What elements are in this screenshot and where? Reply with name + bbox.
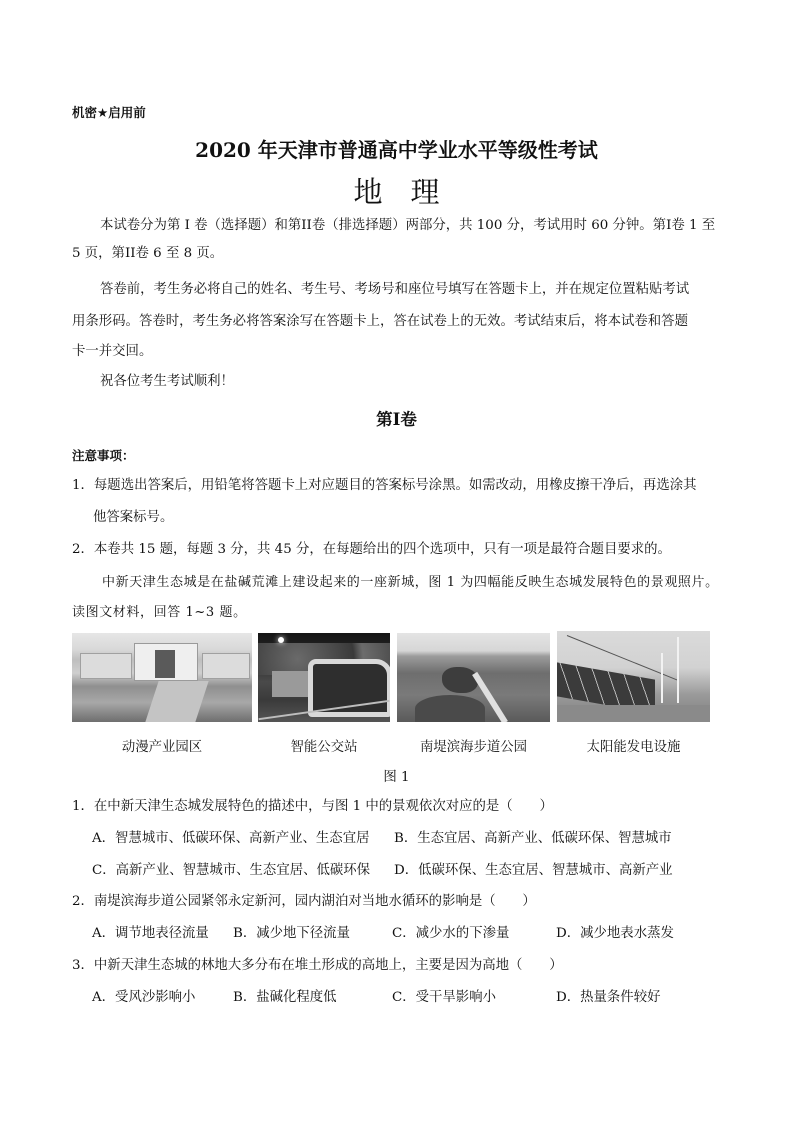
question-2-option-d[interactable]: D．减少地表水蒸发 <box>556 926 674 941</box>
subject-char: 理 <box>410 175 440 209</box>
note-2 <box>72 540 671 560</box>
instructions-para2-line1: 答卷前，考生务必将自己的姓名、考生号、考场号和座位号填写在答题卡上，并在规定位置粘贴考试 <box>100 282 690 297</box>
intro-line2: 读图文材料，回答 1~3 题。 <box>72 605 247 620</box>
note-text: 每题选出答案后，用铅笔将答题卡上对应题目的答案标号涂黑。如需改动，用橡皮擦干净后，再选涂其 <box>93 478 697 493</box>
question-1-option-c[interactable]: C．高新产业、智慧城市、生态宜居、低碳环保 <box>92 863 371 878</box>
instructions-para1-line1: 本试卷分为第 I 卷（选择题）和第II卷（排选择题）两部分，共 100 分，考试用时 60 分钟。第I卷 1 至 <box>100 218 716 233</box>
instructions-para2-line2: 用条形码。答卷时，考生务必将答案涂写在答题卡上，答在试卷上的无效。考试结束后，将本试卷和答题 <box>72 314 688 329</box>
instructions-para1-line2: 5 页，第II卷 6 至 8 页。 <box>72 246 224 261</box>
note-1 <box>72 476 697 496</box>
note-1-cont: 他答案标号。 <box>93 510 174 525</box>
question-3-option-b[interactable]: B．盐碱化程度低 <box>233 990 337 1005</box>
exam-title: 2020 年天津市普通高中学业水平等级性考试 <box>195 138 598 162</box>
photo-caption: 南堤滨海步道公园 <box>419 740 528 755</box>
photo-caption: 智能公交站 <box>290 740 358 755</box>
question-1-option-a[interactable]: A．智慧城市、低碳环保、高新产业、生态宜居 <box>92 831 370 846</box>
instructions-wish: 祝各位考生考试顺利！ <box>100 374 234 389</box>
instructions-para2-line3: 卡一并交回。 <box>72 344 153 359</box>
note-number: 2． <box>72 542 94 557</box>
question-1-option-d[interactable]: D．低碳环保、生态宜居、智慧城市、高新产业 <box>394 863 673 878</box>
figure-label: 图 1 <box>383 770 410 785</box>
subject-char: 地 <box>353 175 383 209</box>
note-number: 1． <box>72 478 94 493</box>
question-2-stem: 2．南堤滨海步道公园紧邻永定新河，园内湖泊对当地水循环的影响是（ ） <box>72 894 536 909</box>
question-2-option-c[interactable]: C．减少水的下渗量 <box>392 926 510 941</box>
question-2-option-b[interactable]: B．减少地下径流量 <box>233 926 350 941</box>
photo-caption: 太阳能发电设施 <box>586 740 681 755</box>
photo-solar-power-icon <box>557 631 710 722</box>
question-2-option-a[interactable]: A．调节地表径流量 <box>92 926 209 941</box>
photo-caption: 动漫产业园区 <box>121 740 203 755</box>
photo-coastal-park-icon <box>397 633 550 722</box>
question-1-stem: 1．在中新天津生态城发展特色的描述中，与图 1 中的景观依次对应的是（ ） <box>72 799 553 814</box>
question-3-stem: 3．中新天津生态城的林地大多分布在堆土形成的高地上，主要是因为高地（ ） <box>72 958 563 973</box>
question-3-option-d[interactable]: D．热量条件较好 <box>556 990 661 1005</box>
intro-line1: 中新天津生态城是在盐碱荒滩上建设起来的一座新城，图 1 为四幅能反映生态城发展特色的景观照片。 <box>102 575 719 590</box>
question-1-option-b[interactable]: B．生态宜居、高新产业、低碳环保、智慧城市 <box>394 831 672 846</box>
confidential-label: 机密★启用前 <box>72 105 146 120</box>
photo-smart-bus-station-icon <box>258 633 390 722</box>
notice-heading: 注意事项： <box>72 448 135 463</box>
note-text: 本卷共 15 题，每题 3 分，共 45 分，在每题给出的四个选项中，只有一项是最符合题目要求的。 <box>93 542 671 557</box>
photo-industrial-park-icon <box>72 633 252 722</box>
question-3-option-a[interactable]: A．受风沙影响小 <box>92 990 196 1005</box>
question-3-option-c[interactable]: C．受干旱影响小 <box>392 990 496 1005</box>
subject-title <box>0 170 793 211</box>
section-title: 第I卷 <box>376 410 417 429</box>
